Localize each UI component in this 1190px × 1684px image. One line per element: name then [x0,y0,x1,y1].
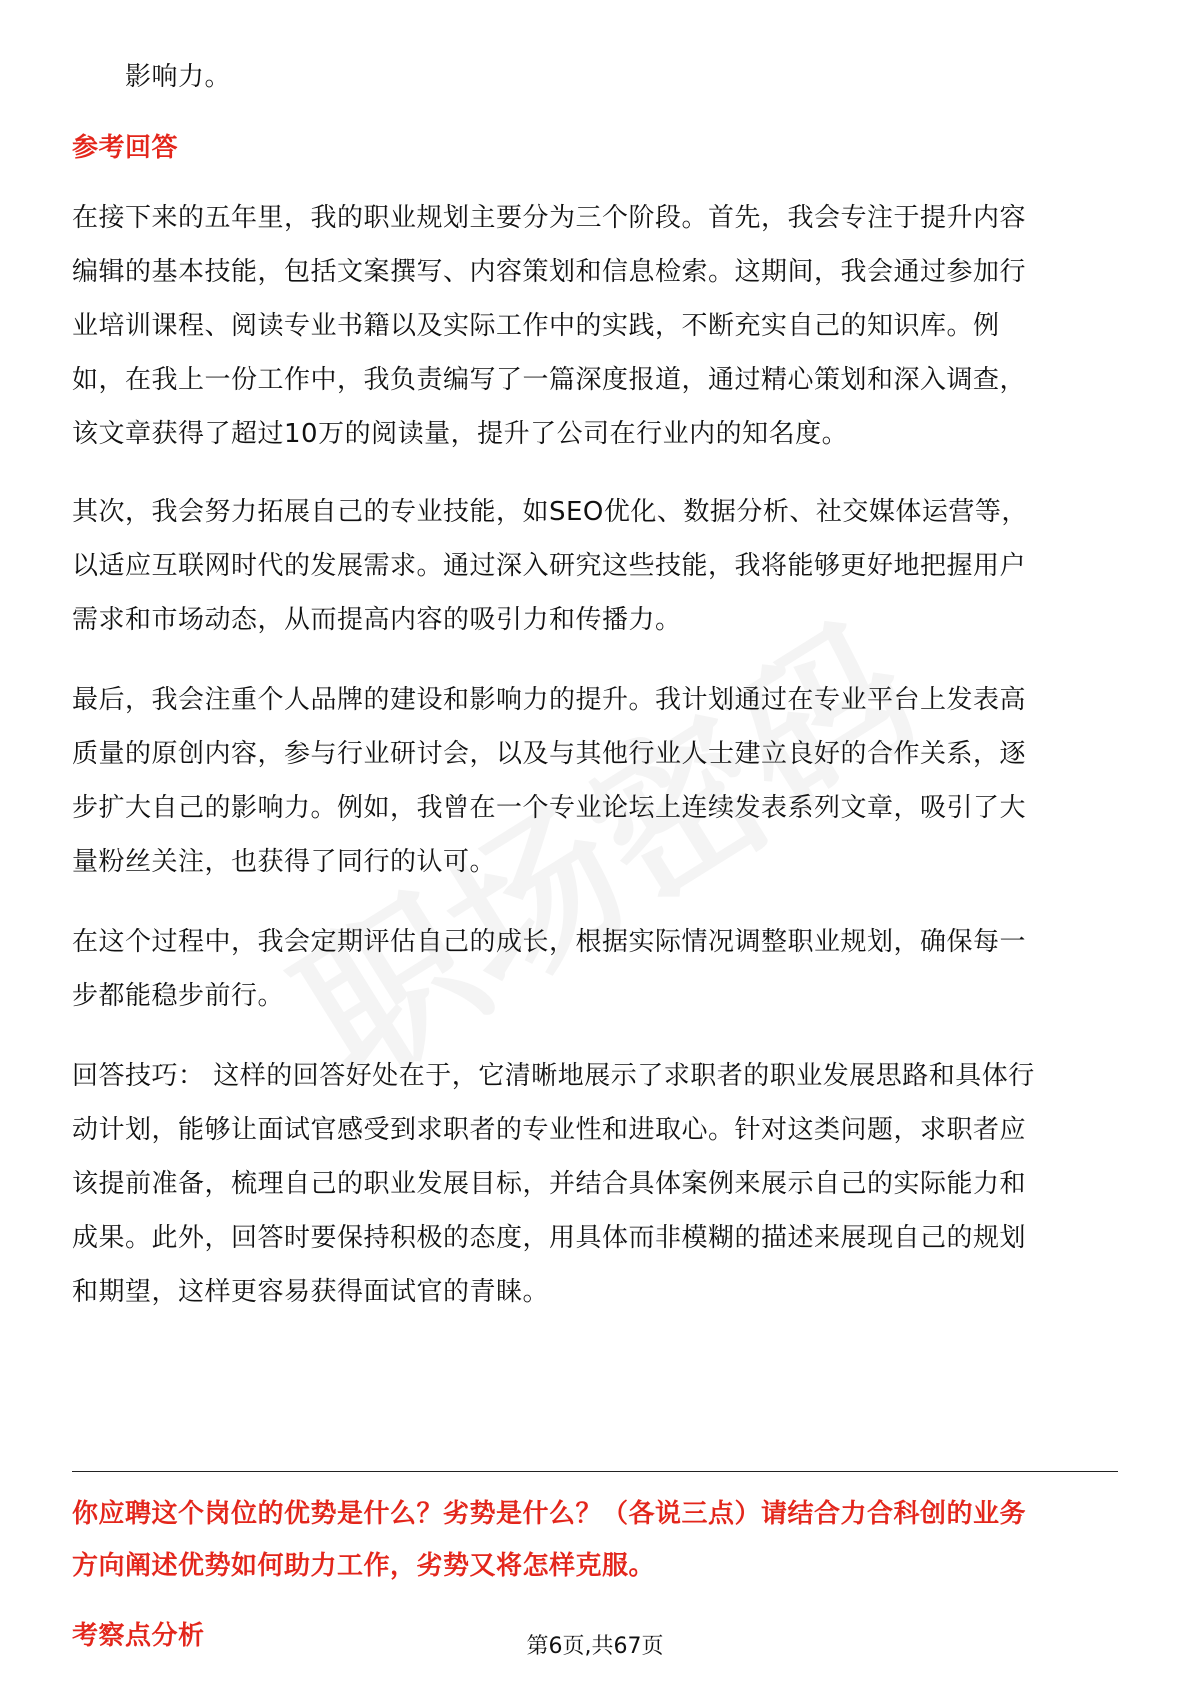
analysis-heading: 考察点分析 [72,1621,205,1651]
answer-p1-line2: 编辑的基本技能，包括文案撰写、内容策划和信息检索。这期间，我会通过参加行 [72,257,1027,287]
tips-line3: 该提前准备，梳理自己的职业发展目标，并结合具体案例来展示自己的实际能力和 [72,1169,1027,1199]
answer-p3-line1: 最后，我会注重个人品牌的建设和影响力的提升。我计划通过在专业平台上发表高 [72,685,1027,715]
next-question-line2: 方向阐述优势如何助力工作，劣势又将怎样克服。 [72,1551,656,1581]
answer-p3-line4: 量粉丝关注，也获得了同行的认可。 [72,847,497,877]
next-question-line1: 你应聘这个岗位的优势是什么？劣势是什么？（各说三点）请结合力合科创的业务 [72,1499,1027,1529]
answer-p1-line5: 该文章获得了超过10万的阅读量，提升了公司在行业内的知名度。 [72,419,849,449]
answer-p4-line1: 在这个过程中，我会定期评估自己的成长，根据实际情况调整职业规划，确保每一 [72,927,1027,957]
answer-p2-line2: 以适应互联网时代的发展需求。通过深入研究这些技能，我将能够更好地把握用户 [72,551,1027,581]
answer-p2-line3: 需求和市场动态，从而提高内容的吸引力和传播力。 [72,605,682,635]
tips-line1: 回答技巧： 这样的回答好处在于，它清晰地展示了求职者的职业发展思路和具体行 [72,1061,1035,1091]
top-fragment: 影响力。 [125,62,232,92]
answer-p2-line1: 其次，我会努力拓展自己的专业技能，如SEO优化、数据分析、社交媒体运营等， [72,497,1028,527]
answer-p3-line2: 质量的原创内容，参与行业研讨会，以及与其他行业人士建立良好的合作关系，逐 [72,739,1027,769]
tips-line2: 动计划，能够让面试官感受到求职者的专业性和进取心。针对这类问题，求职者应 [72,1115,1027,1145]
page-number: 第6页,共67页 [526,1634,664,1659]
answer-p3-line3: 步扩大自己的影响力。例如，我曾在一个专业论坛上连续发表系列文章，吸引了大 [72,793,1027,823]
answer-p1-line1: 在接下来的五年里，我的职业规划主要分为三个阶段。首先，我会专注于提升内容 [72,203,1027,233]
tips-line5: 和期望，这样更容易获得面试官的青睐。 [72,1277,550,1307]
answer-p1-line4: 如，在我上一份工作中，我负责编写了一篇深度报道，通过精心策划和深入调查， [72,365,1027,395]
answer-p4-line2: 步都能稳步前行。 [72,981,285,1011]
reference-answer-heading: 参考回答 [72,133,179,163]
section-divider [72,1471,1118,1472]
answer-p1-line3: 业培训课程、阅读专业书籍以及实际工作中的实践，不断充实自己的知识库。例 [72,311,1000,341]
tips-line4: 成果。此外，回答时要保持积极的态度，用具体而非模糊的描述来展现自己的规划 [72,1223,1027,1253]
